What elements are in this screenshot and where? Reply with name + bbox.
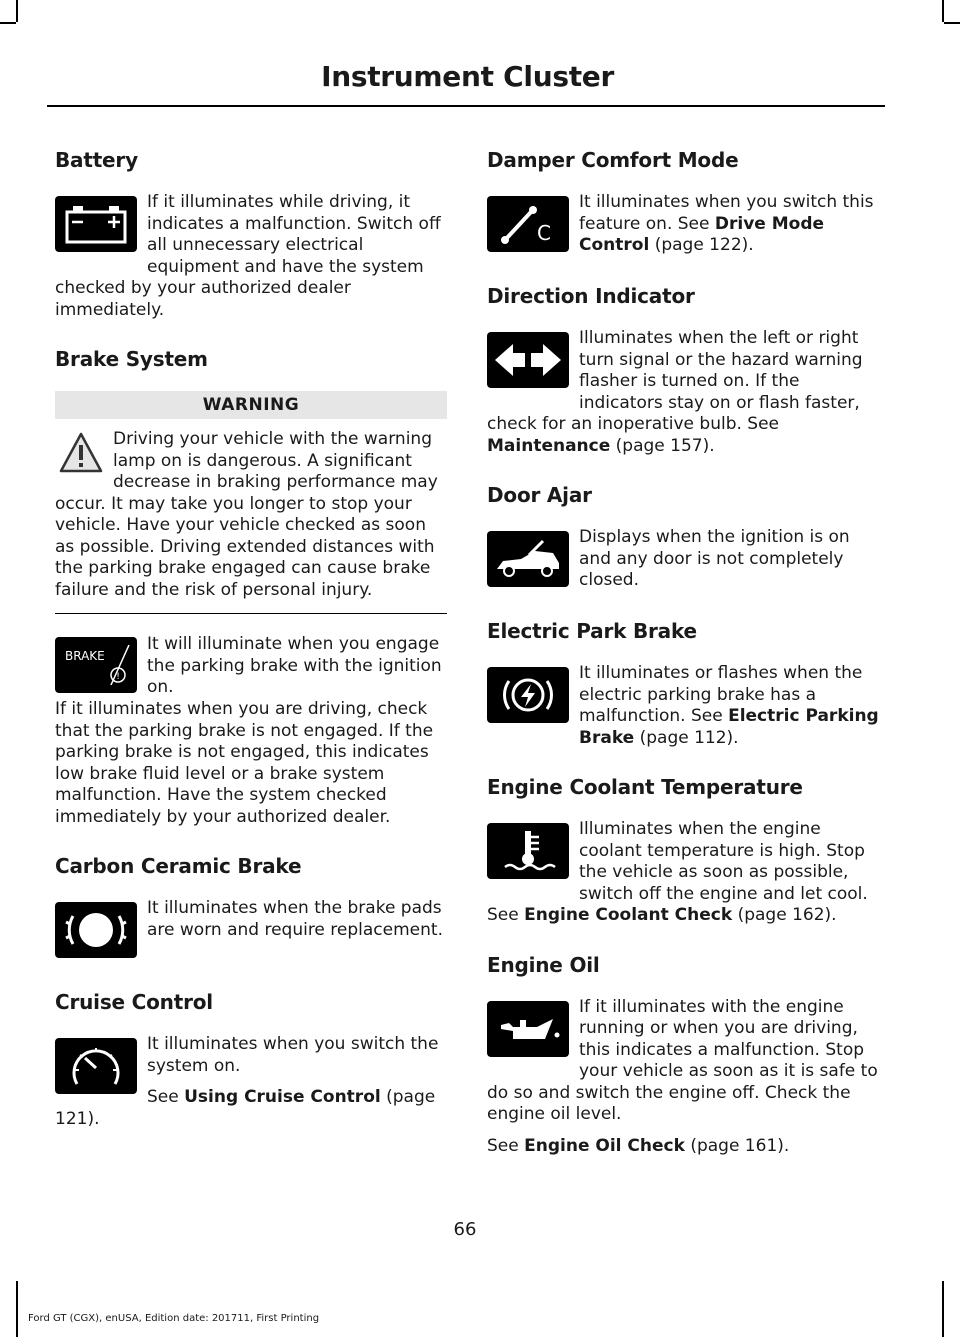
oil-can-icon (487, 1001, 569, 1057)
oil-section (487, 953, 879, 1158)
damper-heading: Damper Comfort Mode (487, 148, 739, 172)
cruise-heading: Cruise Control (55, 990, 213, 1014)
right-column (487, 140, 879, 1157)
edition-footer: Ford GT (CGX), enUSA, Edition date: 201711, First Printing (28, 1313, 320, 1324)
warning-label: WARNING (55, 391, 447, 419)
brake-icon-label: BRAKE (65, 649, 105, 663)
epb-page: (page 112). (639, 727, 739, 748)
brake-pad-icon (55, 902, 137, 958)
damper-icon (487, 196, 569, 252)
coolant-temperature-icon (487, 823, 569, 879)
door-text: Displays when the ignition is on and any door is not completely closed. (579, 527, 850, 590)
crop-mark (16, 1281, 18, 1337)
oil-heading: Engine Oil (487, 952, 600, 977)
cruise-section (55, 990, 447, 1130)
epb-body: It illuminates or flashes when the electric parking brake has a malfunction. See (579, 663, 863, 726)
cruise-see: See (147, 1087, 179, 1107)
left-column (55, 140, 447, 1130)
turn-signal-icon (487, 332, 569, 388)
coolant-link[interactable]: Engine Coolant Check (524, 905, 733, 925)
brake-text-1: It will illuminate when you engage the parking brake with the ignition on. (147, 634, 442, 697)
crop-mark (944, 22, 960, 24)
oil-see-text (487, 1136, 879, 1158)
coolant-body: Illuminates when the engine coolant temperature is high. Stop the vehicle as soon as possible, switch off the engine and let cool. See (487, 819, 868, 925)
door-section (487, 483, 879, 593)
oil-text: If it illuminates with the engine running or when you are driving, this indicates a malfunction. Stop your vehicle as soon as it is safe to do so and switch the engine off. Check the engine oil level. (487, 996, 878, 1124)
damper-icon-label: C (537, 221, 551, 245)
damper-section (487, 148, 879, 258)
oil-page: (page 161). (690, 1135, 790, 1156)
cruise-text-1: It illuminates when you switch the system on. (147, 1034, 439, 1076)
epb-link[interactable]: Electric Parking Brake (579, 706, 879, 748)
direction-link[interactable]: Maintenance (487, 435, 611, 456)
damper-page: (page 122). (654, 235, 754, 255)
damper-link[interactable]: Drive Mode Control (579, 213, 825, 255)
warning-box (55, 391, 447, 614)
page-title: Instrument Cluster (321, 60, 614, 93)
cruise-link[interactable]: Using Cruise Control (184, 1087, 381, 1107)
door-ajar-icon (487, 531, 569, 587)
warning-triangle-icon (59, 431, 103, 475)
battery-section (55, 148, 447, 321)
epb-heading: Electric Park Brake (487, 619, 697, 643)
coolant-page: (page 162). (737, 905, 837, 925)
crop-mark (16, 0, 18, 22)
battery-heading: Battery (55, 148, 138, 172)
brake-heading: Brake System (55, 347, 208, 371)
direction-body: Illuminates when the left or right turn signal or the hazard warning flasher is turned on. If the indicators stay on or flash faster, check for an inoperative bulb. See (487, 328, 863, 434)
page-number: 66 (453, 1219, 477, 1240)
oil-link[interactable]: Engine Oil Check (524, 1135, 685, 1156)
direction-page: (page 157). (615, 435, 715, 456)
damper-body: It illuminates when you switch this feature on. See (579, 192, 874, 234)
door-heading: Door Ajar (487, 483, 592, 507)
coolant-section (487, 775, 879, 927)
crop-mark (942, 0, 944, 22)
brake-warning-icon (55, 637, 137, 693)
brake-section (55, 347, 447, 828)
cruise-page: (page 121). (55, 1087, 436, 1129)
svg-text:!: ! (116, 672, 120, 682)
speedometer-icon (55, 1038, 137, 1094)
oil-see: See (487, 1135, 519, 1156)
carbon-brake-text: It illuminates when the brake pads are worn and require replacement. (147, 898, 443, 940)
direction-section (487, 284, 879, 457)
crop-mark (942, 1281, 944, 1337)
carbon-brake-heading: Carbon Ceramic Brake (55, 854, 302, 878)
battery-text: If it illuminates while driving, it indicates a malfunction. Switch off all unnecessary electrical equipment and have the system checked by your authorized dealer immediately. (55, 192, 441, 320)
electric-park-brake-icon (487, 667, 569, 723)
brake-text-2: If it illuminates when you are driving, check that the parking brake is not engaged. If the parking brake is not engaged, this indicates low brake fluid level or a brake system malfunction. Have the system checked immediately by your authorized dealer. (55, 699, 434, 827)
coolant-heading: Engine Coolant Temperature (487, 775, 803, 799)
carbon-brake-section (55, 854, 447, 964)
header-divider (47, 105, 885, 107)
warning-text: Driving your vehicle with the warning lamp on is dangerous. A significant decrease in braking performance may occur. It may take you longer to stop your vehicle. Have your vehicle checked as soon as possible. Driving extended distances with the parking brake engaged can cause brake failure and the risk of personal injury. (55, 429, 438, 600)
battery-icon (55, 196, 137, 252)
crop-mark (0, 22, 16, 24)
epb-section (487, 619, 879, 749)
direction-heading: Direction Indicator (487, 284, 695, 308)
